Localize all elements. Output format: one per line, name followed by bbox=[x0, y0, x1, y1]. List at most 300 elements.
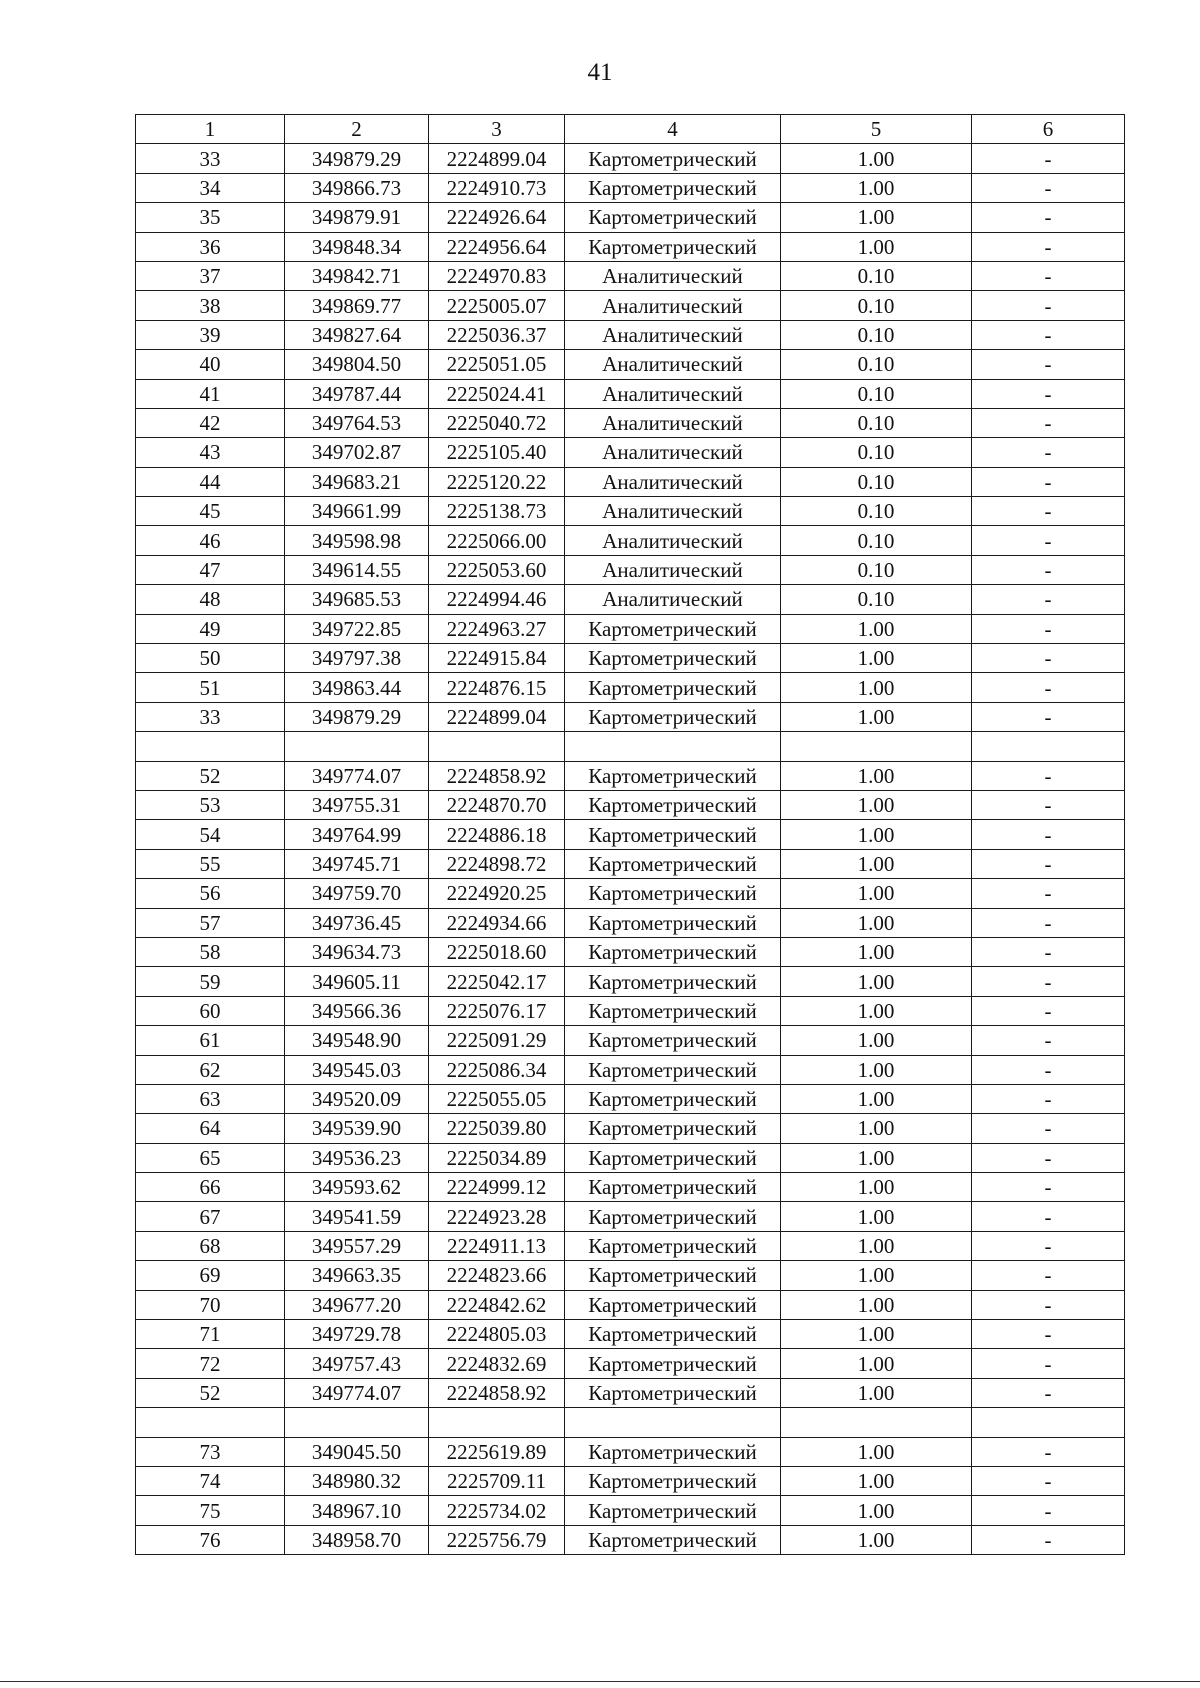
table-body bbox=[136, 144, 1125, 1555]
accuracy-cell: 1.00 bbox=[781, 1026, 972, 1055]
x-coordinate-cell: 349702.87 bbox=[285, 438, 429, 467]
table-row bbox=[136, 320, 1125, 349]
note-cell: - bbox=[972, 614, 1125, 643]
accuracy-cell: 1.00 bbox=[781, 1349, 972, 1378]
column-header: 3 bbox=[429, 115, 565, 144]
note-cell: - bbox=[972, 996, 1125, 1025]
note-cell: - bbox=[972, 467, 1125, 496]
accuracy-cell: 1.00 bbox=[781, 879, 972, 908]
note-cell: - bbox=[972, 644, 1125, 673]
y-coordinate-cell: 2225053.60 bbox=[429, 555, 565, 584]
x-coordinate-cell: 349548.90 bbox=[285, 1026, 429, 1055]
point-number-cell: 68 bbox=[136, 1231, 285, 1260]
point-number-cell: 37 bbox=[136, 261, 285, 290]
method-cell: Картометрический bbox=[565, 1437, 781, 1466]
table-row bbox=[136, 967, 1125, 996]
note-cell: - bbox=[972, 1114, 1125, 1143]
y-coordinate-cell: 2224956.64 bbox=[429, 232, 565, 261]
note-cell: - bbox=[972, 1055, 1125, 1084]
note-cell: - bbox=[972, 144, 1125, 173]
column-header: 2 bbox=[285, 115, 429, 144]
accuracy-cell: 0.10 bbox=[781, 350, 972, 379]
point-number-cell: 72 bbox=[136, 1349, 285, 1378]
note-cell: - bbox=[972, 320, 1125, 349]
x-coordinate-cell: 349842.71 bbox=[285, 261, 429, 290]
x-coordinate-cell: 349661.99 bbox=[285, 497, 429, 526]
point-number-cell: 36 bbox=[136, 232, 285, 261]
y-coordinate-cell: 2225709.11 bbox=[429, 1466, 565, 1495]
table-row bbox=[136, 1408, 1125, 1437]
note-cell: - bbox=[972, 702, 1125, 731]
accuracy-cell: 0.10 bbox=[781, 467, 972, 496]
y-coordinate-cell: 2225105.40 bbox=[429, 438, 565, 467]
table-row bbox=[136, 555, 1125, 584]
y-coordinate-cell: 2224886.18 bbox=[429, 820, 565, 849]
method-cell: Картометрический bbox=[565, 967, 781, 996]
method-cell: Картометрический bbox=[565, 173, 781, 202]
x-coordinate-cell: 349541.59 bbox=[285, 1202, 429, 1231]
table-row bbox=[136, 673, 1125, 702]
column-header: 4 bbox=[565, 115, 781, 144]
column-header: 6 bbox=[972, 115, 1125, 144]
note-cell: - bbox=[972, 1173, 1125, 1202]
method-cell: Картометрический bbox=[565, 761, 781, 790]
table-row bbox=[136, 996, 1125, 1025]
accuracy-cell: 1.00 bbox=[781, 937, 972, 966]
method-cell: Картометрический bbox=[565, 232, 781, 261]
table-row bbox=[136, 291, 1125, 320]
note-cell: - bbox=[972, 937, 1125, 966]
x-coordinate-cell: 349869.77 bbox=[285, 291, 429, 320]
accuracy-cell: 0.10 bbox=[781, 497, 972, 526]
accuracy-cell bbox=[781, 1408, 972, 1437]
accuracy-cell: 1.00 bbox=[781, 1525, 972, 1554]
method-cell bbox=[565, 732, 781, 761]
note-cell: - bbox=[972, 849, 1125, 878]
method-cell: Картометрический bbox=[565, 1055, 781, 1084]
point-number-cell: 51 bbox=[136, 673, 285, 702]
y-coordinate-cell: 2224915.84 bbox=[429, 644, 565, 673]
table-row bbox=[136, 261, 1125, 290]
x-coordinate-cell: 349736.45 bbox=[285, 908, 429, 937]
y-coordinate-cell: 2225039.80 bbox=[429, 1114, 565, 1143]
method-cell: Картометрический bbox=[565, 673, 781, 702]
accuracy-cell: 1.00 bbox=[781, 173, 972, 202]
method-cell: Аналитический bbox=[565, 261, 781, 290]
table-row bbox=[136, 1437, 1125, 1466]
accuracy-cell: 1.00 bbox=[781, 1290, 972, 1319]
x-coordinate-cell bbox=[285, 1408, 429, 1437]
x-coordinate-cell: 349566.36 bbox=[285, 996, 429, 1025]
point-number-cell: 47 bbox=[136, 555, 285, 584]
method-cell: Картометрический bbox=[565, 203, 781, 232]
x-coordinate-cell: 349787.44 bbox=[285, 379, 429, 408]
note-cell: - bbox=[972, 526, 1125, 555]
x-coordinate-cell: 348967.10 bbox=[285, 1496, 429, 1525]
note-cell bbox=[972, 1408, 1125, 1437]
accuracy-cell: 1.00 bbox=[781, 1055, 972, 1084]
y-coordinate-cell: 2224910.73 bbox=[429, 173, 565, 202]
method-cell: Картометрический bbox=[565, 849, 781, 878]
point-number-cell: 73 bbox=[136, 1437, 285, 1466]
point-number-cell: 46 bbox=[136, 526, 285, 555]
table-row bbox=[136, 732, 1125, 761]
note-cell: - bbox=[972, 203, 1125, 232]
note-cell: - bbox=[972, 555, 1125, 584]
method-cell: Аналитический bbox=[565, 497, 781, 526]
x-coordinate-cell: 349774.07 bbox=[285, 761, 429, 790]
y-coordinate-cell: 2224934.66 bbox=[429, 908, 565, 937]
table-header-row bbox=[136, 115, 1125, 144]
table-row bbox=[136, 144, 1125, 173]
x-coordinate-cell: 349745.71 bbox=[285, 849, 429, 878]
point-number-cell: 67 bbox=[136, 1202, 285, 1231]
x-coordinate-cell: 349866.73 bbox=[285, 173, 429, 202]
method-cell: Картометрический bbox=[565, 614, 781, 643]
y-coordinate-cell bbox=[429, 732, 565, 761]
method-cell: Картометрический bbox=[565, 879, 781, 908]
table-row bbox=[136, 438, 1125, 467]
x-coordinate-cell: 349683.21 bbox=[285, 467, 429, 496]
accuracy-cell: 1.00 bbox=[781, 1114, 972, 1143]
point-number-cell: 75 bbox=[136, 1496, 285, 1525]
method-cell: Аналитический bbox=[565, 320, 781, 349]
accuracy-cell: 0.10 bbox=[781, 291, 972, 320]
note-cell: - bbox=[972, 879, 1125, 908]
note-cell: - bbox=[972, 820, 1125, 849]
accuracy-cell: 1.00 bbox=[781, 1143, 972, 1172]
page-bottom-rule bbox=[0, 1681, 1200, 1682]
table-row bbox=[136, 1173, 1125, 1202]
method-cell: Картометрический bbox=[565, 790, 781, 819]
accuracy-cell: 1.00 bbox=[781, 1496, 972, 1525]
table-row bbox=[136, 1055, 1125, 1084]
method-cell: Картометрический bbox=[565, 1525, 781, 1554]
method-cell: Картометрический bbox=[565, 1320, 781, 1349]
x-coordinate-cell: 349520.09 bbox=[285, 1084, 429, 1113]
point-number-cell: 44 bbox=[136, 467, 285, 496]
accuracy-cell: 1.00 bbox=[781, 1378, 972, 1407]
y-coordinate-cell: 2225086.34 bbox=[429, 1055, 565, 1084]
method-cell: Аналитический bbox=[565, 526, 781, 555]
point-number-cell: 61 bbox=[136, 1026, 285, 1055]
point-number-cell: 45 bbox=[136, 497, 285, 526]
method-cell: Картометрический bbox=[565, 1290, 781, 1319]
point-number-cell: 43 bbox=[136, 438, 285, 467]
note-cell: - bbox=[972, 1202, 1125, 1231]
note-cell: - bbox=[972, 350, 1125, 379]
point-number-cell: 60 bbox=[136, 996, 285, 1025]
x-coordinate-cell: 348958.70 bbox=[285, 1525, 429, 1554]
accuracy-cell: 1.00 bbox=[781, 1437, 972, 1466]
accuracy-cell: 0.10 bbox=[781, 526, 972, 555]
x-coordinate-cell: 349863.44 bbox=[285, 673, 429, 702]
x-coordinate-cell: 349757.43 bbox=[285, 1349, 429, 1378]
method-cell: Аналитический bbox=[565, 350, 781, 379]
accuracy-cell: 1.00 bbox=[781, 1084, 972, 1113]
note-cell: - bbox=[972, 497, 1125, 526]
y-coordinate-cell: 2224963.27 bbox=[429, 614, 565, 643]
x-coordinate-cell: 349557.29 bbox=[285, 1231, 429, 1260]
note-cell bbox=[972, 732, 1125, 761]
accuracy-cell: 1.00 bbox=[781, 849, 972, 878]
table-row bbox=[136, 173, 1125, 202]
accuracy-cell: 0.10 bbox=[781, 408, 972, 437]
point-number-cell: 53 bbox=[136, 790, 285, 819]
x-coordinate-cell: 349879.29 bbox=[285, 144, 429, 173]
method-cell: Картометрический bbox=[565, 644, 781, 673]
point-number-cell: 59 bbox=[136, 967, 285, 996]
x-coordinate-cell bbox=[285, 732, 429, 761]
table-row bbox=[136, 497, 1125, 526]
note-cell: - bbox=[972, 173, 1125, 202]
x-coordinate-cell: 349605.11 bbox=[285, 967, 429, 996]
x-coordinate-cell: 349797.38 bbox=[285, 644, 429, 673]
method-cell: Картометрический bbox=[565, 908, 781, 937]
y-coordinate-cell: 2225018.60 bbox=[429, 937, 565, 966]
y-coordinate-cell: 2225138.73 bbox=[429, 497, 565, 526]
x-coordinate-cell: 349536.23 bbox=[285, 1143, 429, 1172]
y-coordinate-cell: 2225120.22 bbox=[429, 467, 565, 496]
note-cell: - bbox=[972, 585, 1125, 614]
method-cell: Картометрический bbox=[565, 144, 781, 173]
method-cell: Аналитический bbox=[565, 408, 781, 437]
accuracy-cell: 1.00 bbox=[781, 144, 972, 173]
note-cell: - bbox=[972, 1466, 1125, 1495]
accuracy-cell: 1.00 bbox=[781, 790, 972, 819]
accuracy-cell: 1.00 bbox=[781, 1261, 972, 1290]
point-number-cell bbox=[136, 1408, 285, 1437]
y-coordinate-cell: 2224999.12 bbox=[429, 1173, 565, 1202]
y-coordinate-cell: 2224805.03 bbox=[429, 1320, 565, 1349]
accuracy-cell: 1.00 bbox=[781, 967, 972, 996]
note-cell: - bbox=[972, 1525, 1125, 1554]
table-row bbox=[136, 467, 1125, 496]
x-coordinate-cell: 349634.73 bbox=[285, 937, 429, 966]
y-coordinate-cell: 2225091.29 bbox=[429, 1026, 565, 1055]
point-number-cell: 49 bbox=[136, 614, 285, 643]
accuracy-cell: 1.00 bbox=[781, 908, 972, 937]
table-row bbox=[136, 1143, 1125, 1172]
note-cell: - bbox=[972, 673, 1125, 702]
method-cell: Аналитический bbox=[565, 585, 781, 614]
x-coordinate-cell: 349677.20 bbox=[285, 1290, 429, 1319]
method-cell: Картометрический bbox=[565, 937, 781, 966]
y-coordinate-cell: 2224994.46 bbox=[429, 585, 565, 614]
y-coordinate-cell: 2225036.37 bbox=[429, 320, 565, 349]
y-coordinate-cell: 2224876.15 bbox=[429, 673, 565, 702]
point-number-cell: 35 bbox=[136, 203, 285, 232]
method-cell: Аналитический bbox=[565, 291, 781, 320]
accuracy-cell: 0.10 bbox=[781, 320, 972, 349]
y-coordinate-cell: 2224970.83 bbox=[429, 261, 565, 290]
point-number-cell: 62 bbox=[136, 1055, 285, 1084]
table-row bbox=[136, 350, 1125, 379]
point-number-cell: 74 bbox=[136, 1466, 285, 1495]
method-cell: Картометрический bbox=[565, 996, 781, 1025]
accuracy-cell: 1.00 bbox=[781, 203, 972, 232]
note-cell: - bbox=[972, 1231, 1125, 1260]
table-row bbox=[136, 761, 1125, 790]
table-row bbox=[136, 1349, 1125, 1378]
method-cell: Картометрический bbox=[565, 1173, 781, 1202]
x-coordinate-cell: 349729.78 bbox=[285, 1320, 429, 1349]
accuracy-cell: 1.00 bbox=[781, 702, 972, 731]
y-coordinate-cell: 2225024.41 bbox=[429, 379, 565, 408]
x-coordinate-cell: 349764.53 bbox=[285, 408, 429, 437]
method-cell: Аналитический bbox=[565, 555, 781, 584]
note-cell: - bbox=[972, 1026, 1125, 1055]
note-cell: - bbox=[972, 1437, 1125, 1466]
x-coordinate-cell: 349045.50 bbox=[285, 1437, 429, 1466]
accuracy-cell: 1.00 bbox=[781, 673, 972, 702]
x-coordinate-cell: 348980.32 bbox=[285, 1466, 429, 1495]
y-coordinate-cell: 2224923.28 bbox=[429, 1202, 565, 1231]
note-cell: - bbox=[972, 1290, 1125, 1319]
point-number-cell: 54 bbox=[136, 820, 285, 849]
method-cell: Картометрический bbox=[565, 1202, 781, 1231]
note-cell: - bbox=[972, 790, 1125, 819]
x-coordinate-cell: 349827.64 bbox=[285, 320, 429, 349]
accuracy-cell: 0.10 bbox=[781, 379, 972, 408]
note-cell: - bbox=[972, 1084, 1125, 1113]
y-coordinate-cell: 2224920.25 bbox=[429, 879, 565, 908]
note-cell: - bbox=[972, 379, 1125, 408]
point-number-cell: 65 bbox=[136, 1143, 285, 1172]
accuracy-cell: 1.00 bbox=[781, 644, 972, 673]
point-number-cell: 38 bbox=[136, 291, 285, 320]
accuracy-cell: 1.00 bbox=[781, 761, 972, 790]
x-coordinate-cell: 349879.91 bbox=[285, 203, 429, 232]
x-coordinate-cell: 349755.31 bbox=[285, 790, 429, 819]
table-row bbox=[136, 790, 1125, 819]
method-cell: Картометрический bbox=[565, 1143, 781, 1172]
accuracy-cell: 1.00 bbox=[781, 996, 972, 1025]
y-coordinate-cell bbox=[429, 1408, 565, 1437]
table-row bbox=[136, 1026, 1125, 1055]
x-coordinate-cell: 349848.34 bbox=[285, 232, 429, 261]
y-coordinate-cell: 2224832.69 bbox=[429, 1349, 565, 1378]
table-row bbox=[136, 232, 1125, 261]
point-number-cell: 39 bbox=[136, 320, 285, 349]
note-cell: - bbox=[972, 967, 1125, 996]
table-row bbox=[136, 1261, 1125, 1290]
accuracy-cell: 0.10 bbox=[781, 555, 972, 584]
table-row bbox=[136, 1290, 1125, 1319]
table-row bbox=[136, 1231, 1125, 1260]
accuracy-cell: 1.00 bbox=[781, 1466, 972, 1495]
table-row bbox=[136, 849, 1125, 878]
note-cell: - bbox=[972, 1261, 1125, 1290]
point-number-cell: 52 bbox=[136, 1378, 285, 1407]
point-number-cell: 63 bbox=[136, 1084, 285, 1113]
table-row bbox=[136, 1114, 1125, 1143]
point-number-cell: 55 bbox=[136, 849, 285, 878]
table-row bbox=[136, 408, 1125, 437]
y-coordinate-cell: 2225055.05 bbox=[429, 1084, 565, 1113]
y-coordinate-cell: 2225619.89 bbox=[429, 1437, 565, 1466]
table-row bbox=[136, 1320, 1125, 1349]
point-number-cell: 66 bbox=[136, 1173, 285, 1202]
y-coordinate-cell: 2224858.92 bbox=[429, 1378, 565, 1407]
accuracy-cell: 1.00 bbox=[781, 1202, 972, 1231]
note-cell: - bbox=[972, 1143, 1125, 1172]
table-row bbox=[136, 526, 1125, 555]
y-coordinate-cell: 2225051.05 bbox=[429, 350, 565, 379]
point-number-cell: 64 bbox=[136, 1114, 285, 1143]
method-cell: Картометрический bbox=[565, 1466, 781, 1495]
x-coordinate-cell: 349764.99 bbox=[285, 820, 429, 849]
method-cell: Картометрический bbox=[565, 1378, 781, 1407]
y-coordinate-cell: 2224858.92 bbox=[429, 761, 565, 790]
point-number-cell: 70 bbox=[136, 1290, 285, 1319]
x-coordinate-cell: 349879.29 bbox=[285, 702, 429, 731]
point-number-cell: 52 bbox=[136, 761, 285, 790]
y-coordinate-cell: 2225734.02 bbox=[429, 1496, 565, 1525]
y-coordinate-cell: 2225034.89 bbox=[429, 1143, 565, 1172]
point-number-cell: 58 bbox=[136, 937, 285, 966]
method-cell: Картометрический bbox=[565, 1496, 781, 1525]
x-coordinate-cell: 349614.55 bbox=[285, 555, 429, 584]
table-row bbox=[136, 702, 1125, 731]
accuracy-cell: 0.10 bbox=[781, 438, 972, 467]
table-row bbox=[136, 908, 1125, 937]
y-coordinate-cell: 2224823.66 bbox=[429, 1261, 565, 1290]
point-number-cell: 34 bbox=[136, 173, 285, 202]
table-row bbox=[136, 1202, 1125, 1231]
method-cell: Аналитический bbox=[565, 438, 781, 467]
x-coordinate-cell: 349759.70 bbox=[285, 879, 429, 908]
y-coordinate-cell: 2224899.04 bbox=[429, 702, 565, 731]
method-cell bbox=[565, 1408, 781, 1437]
x-coordinate-cell: 349663.35 bbox=[285, 1261, 429, 1290]
note-cell: - bbox=[972, 438, 1125, 467]
table-row bbox=[136, 585, 1125, 614]
y-coordinate-cell: 2224911.13 bbox=[429, 1231, 565, 1260]
point-number-cell: 48 bbox=[136, 585, 285, 614]
accuracy-cell: 1.00 bbox=[781, 820, 972, 849]
note-cell: - bbox=[972, 232, 1125, 261]
method-cell: Картометрический bbox=[565, 1231, 781, 1260]
accuracy-cell: 1.00 bbox=[781, 232, 972, 261]
method-cell: Картометрический bbox=[565, 1026, 781, 1055]
y-coordinate-cell: 2225066.00 bbox=[429, 526, 565, 555]
note-cell: - bbox=[972, 761, 1125, 790]
accuracy-cell: 1.00 bbox=[781, 1173, 972, 1202]
accuracy-cell: 1.00 bbox=[781, 614, 972, 643]
table-row bbox=[136, 203, 1125, 232]
y-coordinate-cell: 2225042.17 bbox=[429, 967, 565, 996]
note-cell: - bbox=[972, 908, 1125, 937]
note-cell: - bbox=[972, 1496, 1125, 1525]
method-cell: Картометрический bbox=[565, 1114, 781, 1143]
coordinates-table bbox=[135, 114, 1125, 1555]
y-coordinate-cell: 2225005.07 bbox=[429, 291, 565, 320]
page-number: 41 bbox=[587, 59, 613, 86]
table-row bbox=[136, 644, 1125, 673]
note-cell: - bbox=[972, 408, 1125, 437]
x-coordinate-cell: 349774.07 bbox=[285, 1378, 429, 1407]
note-cell: - bbox=[972, 261, 1125, 290]
point-number-cell: 71 bbox=[136, 1320, 285, 1349]
point-number-cell: 33 bbox=[136, 144, 285, 173]
accuracy-cell: 0.10 bbox=[781, 261, 972, 290]
table-row bbox=[136, 937, 1125, 966]
method-cell: Картометрический bbox=[565, 820, 781, 849]
y-coordinate-cell: 2224899.04 bbox=[429, 144, 565, 173]
y-coordinate-cell: 2225040.72 bbox=[429, 408, 565, 437]
x-coordinate-cell: 349593.62 bbox=[285, 1173, 429, 1202]
